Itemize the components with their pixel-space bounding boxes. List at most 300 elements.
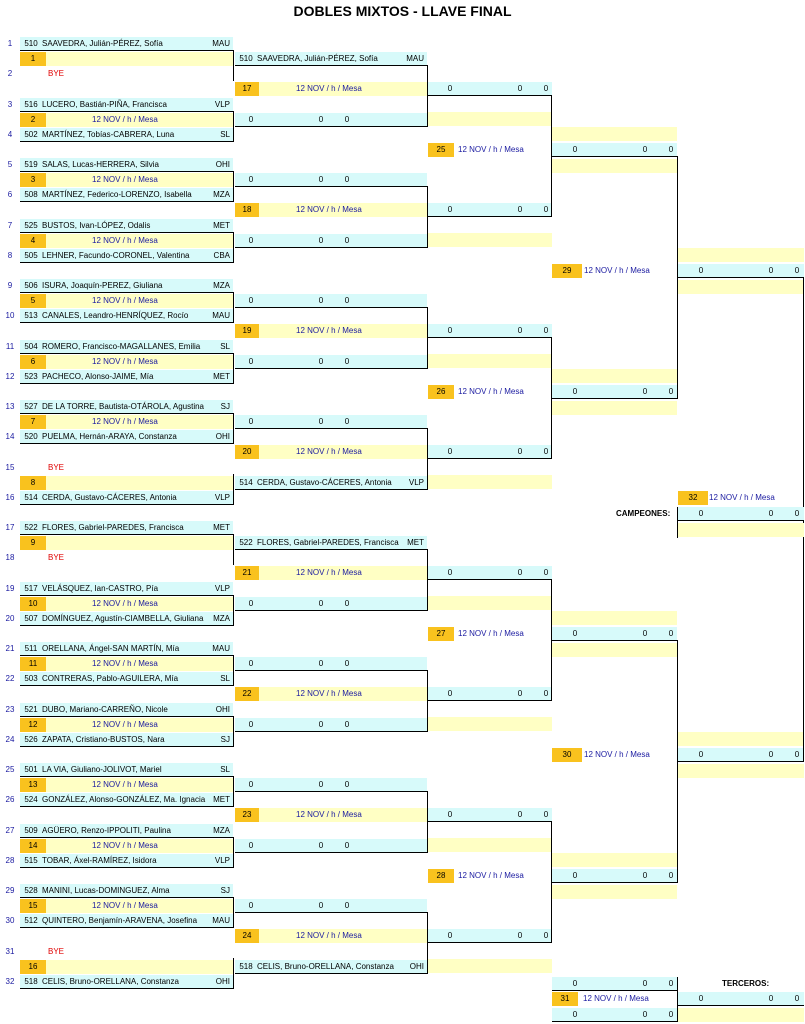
match-row (20, 476, 233, 490)
page-title: DOBLES MIXTOS - LLAVE FINAL (293, 3, 512, 19)
player-entry[interactable] (20, 793, 233, 807)
match-number-badge: 15 (20, 899, 46, 913)
match-row (552, 885, 677, 899)
match-number-badge: 31 (552, 992, 578, 1006)
bracket-line (233, 413, 234, 444)
player-entry[interactable] (20, 824, 233, 838)
entry-club: VLP (214, 583, 230, 593)
set-score: 0 (543, 931, 549, 940)
entry-seed: 511 (24, 644, 38, 653)
match-row (428, 838, 552, 852)
entry-seed: 504 (24, 341, 38, 351)
entry-seed: 513 (24, 311, 38, 321)
set-score: 0 (517, 689, 523, 698)
entry-name: CERDA, Gustavo-CÁCERES, Antonia (257, 477, 392, 487)
player-entry[interactable] (20, 370, 233, 384)
match-schedule[interactable]: 12 NOV / h / Mesa (584, 750, 650, 759)
player-entry[interactable] (20, 400, 233, 414)
set-score: 0 (248, 901, 254, 910)
score-row (235, 415, 427, 429)
entry-club: MET (213, 371, 230, 381)
set-score: 0 (318, 659, 324, 668)
entry-seed: 512 (24, 916, 38, 926)
match-schedule[interactable]: 12 NOV / h / Mesa (92, 417, 158, 426)
entry-name: PACHECO, Alonso-JAIME, Mía (42, 371, 154, 381)
entry-name: TOBAR, Áxel-RAMÍREZ, Isidora (42, 855, 157, 865)
match-schedule[interactable]: 12 NOV / h / Mesa (92, 296, 158, 305)
set-score: 0 (248, 235, 254, 245)
entry-seed: 520 (24, 432, 38, 442)
match-row (20, 536, 233, 550)
slot-number: 12 (5, 371, 15, 381)
entry-seed: 524 (24, 795, 38, 805)
match-number-badge: 22 (235, 687, 259, 701)
bracket-line (233, 171, 234, 202)
entry-club: MAU (212, 916, 230, 926)
bracket-line (233, 837, 234, 868)
bracket-line (233, 232, 234, 263)
entry-name: CELIS, Bruno-ORELLANA, Constanza (42, 976, 179, 986)
match-number-badge: 2 (20, 113, 46, 127)
match-number-badge: 20 (235, 445, 259, 459)
entry-club: MET (213, 795, 230, 805)
match-schedule[interactable]: 12 NOV / h / Mesa (92, 175, 158, 184)
player-entry[interactable] (20, 158, 233, 172)
entry-name: MANINI, Lucas-DOMINGUEZ, Alma (42, 886, 170, 895)
set-score: 0 (572, 145, 578, 154)
set-score: 0 (248, 780, 254, 789)
entry-club: VLP (214, 492, 230, 502)
match-schedule[interactable]: 12 NOV / h / Mesa (296, 447, 362, 457)
match-number-badge: 32 (678, 491, 708, 505)
player-entry[interactable] (20, 763, 233, 777)
set-score: 0 (447, 447, 453, 456)
entry-name: SAAVEDRA, Julián-PÉREZ, Sofía (257, 54, 378, 63)
match-schedule[interactable]: 12 NOV / h / Mesa (92, 901, 158, 910)
match-schedule[interactable]: 12 NOV / h / Mesa (296, 931, 362, 941)
match-number-badge: 23 (235, 808, 259, 822)
bracket-line (233, 595, 234, 626)
entry-seed: 519 (24, 160, 38, 169)
set-score: 0 (572, 629, 578, 638)
player-entry[interactable] (235, 52, 427, 66)
player-entry[interactable] (20, 884, 233, 898)
player-entry[interactable] (20, 340, 233, 354)
set-score: 0 (543, 689, 549, 698)
match-number-badge: 14 (20, 839, 46, 853)
match-number-badge: 30 (552, 748, 582, 762)
entry-seed: 518 (239, 961, 253, 971)
player-entry[interactable] (235, 536, 427, 550)
bracket-line (677, 507, 678, 538)
match-schedule[interactable]: 12 NOV / h / Mesa (583, 994, 649, 1003)
bye-label: BYE (48, 69, 65, 79)
slot-number: 27 (5, 825, 15, 835)
set-score: 0 (668, 1010, 674, 1019)
match-schedule[interactable]: 12 NOV / h / Mesa (296, 568, 362, 578)
entry-name: QUINTERO, Benjamín-ARAVENA, Josefina (42, 916, 198, 926)
set-score: 0 (248, 417, 254, 426)
set-score: 0 (447, 205, 453, 214)
slot-number: 23 (5, 704, 15, 714)
match-schedule[interactable]: 12 NOV / h / Mesa (92, 598, 158, 608)
entry-seed: 522 (24, 523, 38, 532)
entry-seed: 508 (24, 190, 38, 200)
match-row (678, 732, 804, 746)
set-score: 0 (344, 659, 350, 668)
set-score: 0 (668, 979, 674, 988)
player-entry[interactable] (20, 309, 233, 323)
score-row (235, 657, 427, 671)
set-score: 0 (318, 598, 324, 608)
entry-seed: 505 (24, 250, 38, 260)
match-number-badge: 13 (20, 778, 46, 792)
set-score: 0 (642, 387, 648, 396)
bracket-line (233, 111, 234, 142)
set-score: 0 (248, 840, 254, 850)
set-score: 0 (794, 750, 800, 759)
bye-label: BYE (48, 946, 65, 956)
score-row (235, 234, 427, 248)
match-schedule[interactable]: 12 NOV / h / Mesa (584, 266, 650, 275)
entry-name: DE LA TORRE, Bautista-OTÁROLA, Agustina (42, 402, 204, 411)
set-score: 0 (768, 509, 774, 518)
match-number-badge: 16 (20, 960, 46, 974)
entry-seed: 528 (24, 886, 38, 895)
slot-number: 13 (5, 402, 15, 411)
slot-number: 8 (7, 250, 13, 260)
match-schedule[interactable]: 12 NOV / h / Mesa (92, 840, 158, 850)
player-entry[interactable] (20, 914, 233, 928)
match-row (678, 1008, 804, 1022)
entry-name: AGÜERO, Renzo-IPPOLITI, Paulina (42, 825, 171, 835)
slot-number: 31 (5, 946, 15, 956)
set-score: 0 (794, 266, 800, 275)
entry-club: MAU (212, 39, 230, 48)
slot-number: 9 (7, 281, 13, 290)
player-entry[interactable] (20, 612, 233, 626)
player-entry[interactable] (20, 37, 233, 51)
player-entry[interactable] (20, 672, 233, 686)
set-score: 0 (318, 780, 324, 789)
slot-number: 24 (5, 734, 15, 744)
player-entry[interactable] (235, 960, 427, 974)
match-schedule[interactable]: 12 NOV / h / Mesa (296, 326, 362, 336)
match-row (428, 112, 552, 126)
set-score: 0 (318, 235, 324, 245)
set-score: 0 (344, 175, 350, 184)
bracket-line (233, 655, 234, 686)
entry-seed: 518 (24, 976, 38, 986)
entry-seed: 525 (24, 220, 38, 230)
match-schedule[interactable]: 12 NOV / h / Mesa (92, 719, 158, 729)
entry-seed: 510 (239, 54, 253, 63)
score-row (235, 294, 427, 308)
player-entry[interactable] (20, 98, 233, 112)
player-entry[interactable] (20, 279, 233, 293)
match-schedule[interactable]: 12 NOV / h / Mesa (296, 810, 362, 820)
entry-club: OHI (409, 961, 424, 971)
match-row (428, 959, 552, 973)
entry-name: SALAS, Lucas-HERRERA, Silvia (42, 160, 159, 169)
entry-seed: 510 (24, 39, 38, 48)
match-number-badge: 5 (20, 294, 46, 308)
entry-name: CANALES, Leandro-HENRÍQUEZ, Rocío (42, 311, 189, 321)
match-row (428, 717, 552, 731)
slot-number: 6 (7, 190, 13, 200)
score-row (235, 899, 427, 913)
match-row (678, 280, 804, 294)
set-score: 0 (668, 145, 674, 154)
set-score: 0 (318, 296, 324, 305)
entry-seed: 522 (239, 538, 253, 547)
match-number-badge: 7 (20, 415, 46, 429)
match-schedule[interactable]: 12 NOV / h / Mesa (92, 780, 158, 789)
player-entry[interactable] (20, 582, 233, 596)
entry-club: MZA (213, 190, 230, 200)
set-score: 0 (447, 84, 453, 93)
entry-club: MAU (212, 311, 230, 321)
match-schedule[interactable]: 12 NOV / h / Mesa (709, 493, 775, 502)
set-score: 0 (344, 840, 350, 850)
set-score: 0 (248, 356, 254, 366)
entry-club: MET (213, 220, 230, 230)
set-score: 0 (447, 568, 453, 577)
match-number-badge: 12 (20, 718, 46, 732)
match-schedule[interactable]: 12 NOV / h / Mesa (92, 659, 158, 668)
match-row (428, 475, 552, 489)
set-score: 0 (517, 205, 523, 214)
set-score: 0 (318, 840, 324, 850)
bracket-line (233, 474, 234, 505)
entry-name: CERDA, Gustavo-CÁCERES, Antonia (42, 492, 177, 502)
entry-seed: 521 (24, 704, 38, 714)
score-row (235, 597, 427, 611)
entry-name: CONTRERAS, Pablo-AGUILERA, Mía (42, 674, 179, 684)
score-row (235, 113, 427, 127)
match-number-badge: 11 (20, 657, 46, 671)
set-score: 0 (344, 296, 350, 305)
entry-seed: 516 (24, 99, 38, 109)
match-row (678, 248, 804, 262)
score-row (235, 355, 427, 369)
entry-name: DUBO, Mariano-CARREÑO, Nicole (42, 704, 168, 714)
entry-club: OHI (215, 976, 230, 986)
entry-name: FLORES, Gabriel-PAREDES, Francisca (42, 523, 184, 532)
entry-seed: 526 (24, 734, 38, 744)
score-row (235, 839, 427, 853)
bracket-line (233, 776, 234, 807)
set-score: 0 (642, 979, 648, 988)
player-entry[interactable] (20, 491, 233, 505)
player-entry[interactable] (20, 703, 233, 717)
entry-club: MZA (213, 825, 230, 835)
set-score: 0 (543, 326, 549, 335)
match-schedule[interactable]: 12 NOV / h / Mesa (458, 386, 524, 396)
set-score: 0 (543, 447, 549, 456)
match-schedule[interactable]: 12 NOV / h / Mesa (458, 144, 524, 154)
match-number-badge: 8 (20, 476, 46, 490)
entry-name: DOMÍNGUEZ, Agustín-CIAMBELLA, Giuliana (42, 613, 204, 623)
match-number-badge: 19 (235, 324, 259, 338)
match-schedule[interactable]: 12 NOV / h / Mesa (458, 870, 524, 880)
entry-club: SJ (220, 402, 230, 411)
entry-seed: 514 (24, 492, 38, 502)
set-score: 0 (447, 689, 453, 698)
entry-seed: 502 (24, 129, 38, 139)
player-entry[interactable] (20, 128, 233, 142)
set-score: 0 (698, 266, 704, 275)
match-schedule[interactable]: 12 NOV / h / Mesa (296, 84, 362, 94)
entry-seed: 503 (24, 674, 38, 684)
match-schedule[interactable]: 12 NOV / h / Mesa (92, 114, 158, 124)
third-place-label: TERCEROS: (722, 979, 770, 988)
slot-number: 19 (5, 583, 15, 593)
set-score: 0 (768, 994, 774, 1003)
player-entry[interactable] (20, 219, 233, 233)
match-schedule[interactable]: 12 NOV / h / Mesa (296, 689, 362, 699)
entry-name: ROMERO, Francisco-MAGALLANES, Emilia (42, 341, 201, 351)
set-score: 0 (248, 114, 254, 124)
set-score: 0 (517, 326, 523, 335)
match-row (552, 853, 677, 867)
match-number-badge: 3 (20, 173, 46, 187)
bye-label: BYE (48, 553, 65, 563)
entry-club: VLP (214, 99, 230, 109)
entry-club: SL (220, 341, 230, 351)
set-score: 0 (668, 629, 674, 638)
set-score: 0 (698, 509, 704, 518)
set-score: 0 (698, 994, 704, 1003)
match-schedule[interactable]: 12 NOV / h / Mesa (296, 205, 362, 215)
set-score: 0 (543, 205, 549, 214)
entry-seed: 514 (239, 477, 253, 487)
match-number-badge: 17 (235, 82, 259, 96)
set-score: 0 (668, 387, 674, 396)
set-score: 0 (447, 810, 453, 819)
bracket-line (233, 292, 234, 323)
champions-label: CAMPEONES: (616, 509, 671, 518)
match-row (552, 401, 677, 415)
set-score: 0 (517, 568, 523, 577)
match-schedule[interactable]: 12 NOV / h / Mesa (458, 628, 524, 638)
entry-seed: 523 (24, 371, 38, 381)
entry-name: GONZÁLEZ, Alonso-GONZÁLEZ, Ma. Ignacia (42, 795, 206, 805)
slot-number: 32 (5, 976, 15, 986)
slot-number: 26 (5, 795, 15, 805)
set-score: 0 (642, 871, 648, 880)
entry-name: LUCERO, Bastián-PIÑA, Francisca (42, 99, 167, 109)
player-entry[interactable] (20, 188, 233, 202)
bracket-line (233, 716, 234, 747)
set-score: 0 (447, 326, 453, 335)
slot-number: 28 (5, 855, 15, 865)
match-row (678, 764, 804, 778)
entry-name: FLORES, Gabriel-PAREDES, Francisca (257, 538, 399, 547)
slot-number: 17 (5, 523, 15, 532)
set-score: 0 (344, 719, 350, 729)
player-entry[interactable] (20, 430, 233, 444)
score-row (235, 778, 427, 792)
bracket-line (233, 897, 234, 928)
entry-seed: 506 (24, 281, 38, 290)
entry-name: VELÁSQUEZ, Ian-CASTRO, Pía (42, 583, 159, 593)
set-score: 0 (344, 780, 350, 789)
match-row (678, 523, 804, 537)
match-row (428, 596, 552, 610)
entry-club: MAU (406, 54, 424, 63)
slot-number: 21 (5, 644, 15, 653)
set-score: 0 (517, 810, 523, 819)
entry-name: LA VIA, Giuliano-JOLIVOT, Mariel (42, 765, 162, 774)
match-row (552, 611, 677, 625)
set-score: 0 (318, 719, 324, 729)
bracket-line (233, 353, 234, 384)
set-score: 0 (572, 387, 578, 396)
player-entry[interactable] (235, 476, 427, 490)
entry-seed: 507 (24, 613, 38, 623)
set-score: 0 (572, 871, 578, 880)
match-number-badge: 1 (20, 52, 46, 66)
slot-number: 20 (5, 613, 15, 623)
entry-seed: 509 (24, 825, 38, 835)
player-entry[interactable] (20, 975, 233, 989)
set-score: 0 (344, 356, 350, 366)
entry-seed: 501 (24, 765, 38, 774)
match-row (20, 52, 233, 66)
slot-number: 22 (5, 674, 15, 684)
set-score: 0 (517, 84, 523, 93)
player-entry[interactable] (20, 521, 233, 535)
slot-number: 30 (5, 916, 15, 926)
set-score: 0 (517, 931, 523, 940)
set-score: 0 (248, 175, 254, 184)
entry-seed: 517 (24, 583, 38, 593)
entry-club: MET (407, 538, 424, 547)
match-row (552, 369, 677, 383)
match-schedule[interactable]: 12 NOV / h / Mesa (92, 235, 158, 245)
entry-name: ORELLANA, Ángel-SAN MARTÍN, Mía (42, 644, 180, 653)
player-entry[interactable] (20, 733, 233, 747)
set-score: 0 (248, 719, 254, 729)
player-entry[interactable] (20, 249, 233, 263)
entry-club: MET (213, 523, 230, 532)
slot-number: 7 (7, 220, 13, 230)
bracket-line (233, 958, 234, 989)
score-row (235, 173, 427, 187)
player-entry[interactable] (20, 854, 233, 868)
entry-name: PUELMA, Hernán-ARAYA, Constanza (42, 432, 177, 442)
slot-number: 1 (7, 39, 13, 48)
match-row (552, 127, 677, 141)
match-number-badge: 4 (20, 234, 46, 248)
match-number-badge: 9 (20, 536, 46, 550)
set-score: 0 (517, 447, 523, 456)
set-score: 0 (248, 659, 254, 668)
slot-number: 18 (5, 553, 15, 563)
set-score: 0 (698, 750, 704, 759)
slot-number: 14 (5, 432, 15, 442)
entry-club: OHI (215, 704, 230, 714)
player-entry[interactable] (20, 642, 233, 656)
match-number-badge: 21 (235, 566, 259, 580)
match-schedule[interactable]: 12 NOV / h / Mesa (92, 356, 158, 366)
match-row (20, 960, 233, 974)
entry-name: CELIS, Bruno-ORELLANA, Constanza (257, 961, 394, 971)
slot-number: 16 (5, 492, 15, 502)
set-score: 0 (768, 750, 774, 759)
bye-label: BYE (48, 462, 65, 472)
